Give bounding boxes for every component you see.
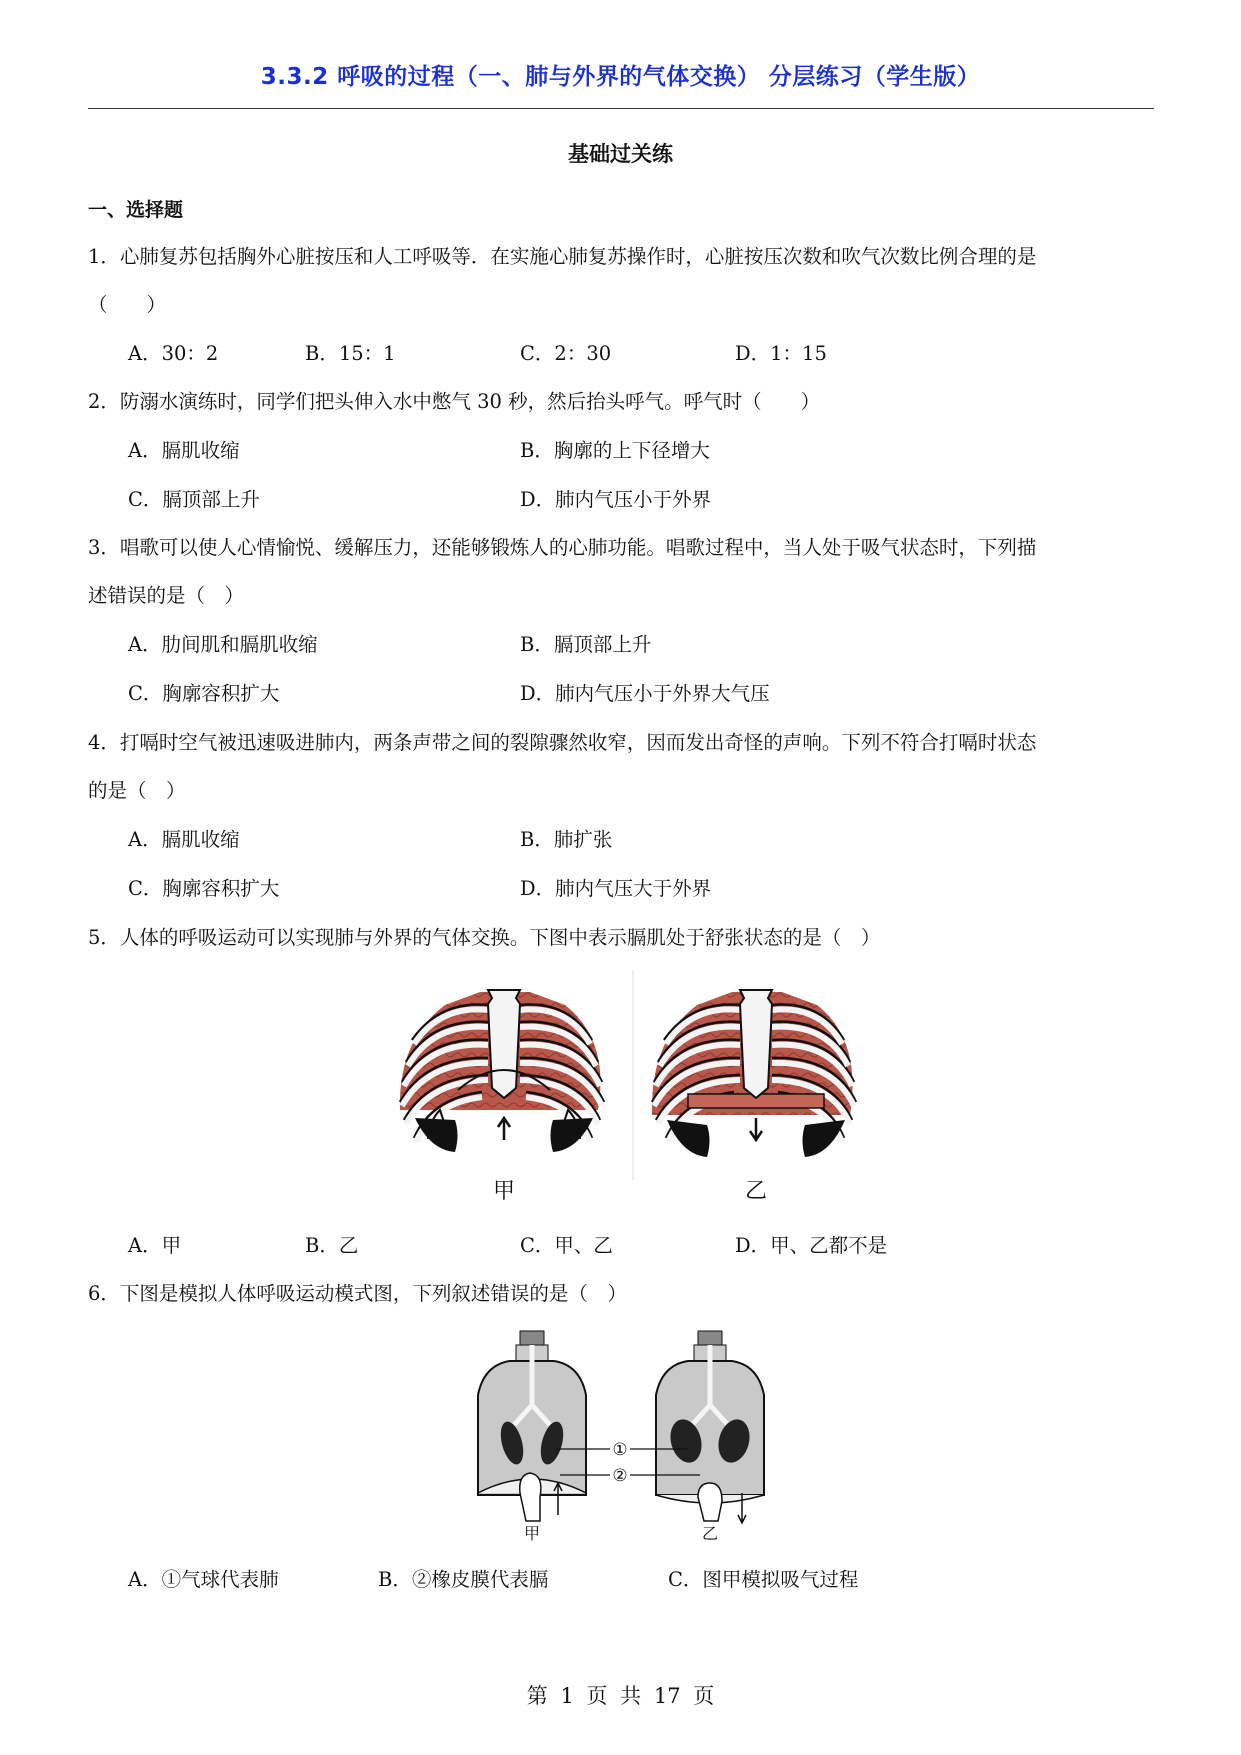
marker-2: ②: [612, 1466, 628, 1486]
rib-cage-figure: [370, 970, 880, 1215]
bell-jar-jia: [478, 1331, 586, 1521]
marker-1: ①: [612, 1440, 628, 1460]
question-6-option-a: A．①气球代表肺: [128, 1568, 279, 1591]
question-3-option-c: C．胸廓容积扩大: [128, 682, 280, 705]
figure-label-yi: 乙: [701, 1524, 719, 1543]
question-1-option-b: B．15：1: [305, 342, 396, 365]
bell-jar-yi: [656, 1331, 764, 1523]
header-divider: [88, 108, 1154, 109]
question-4-stem: 4．打嗝时空气被迅速吸进肺内，两条声带之间的裂隙骤然收窄，因而发出奇怪的声响。下列不符合打嗝时状态: [88, 731, 1037, 754]
rib-cage-yi: [652, 990, 856, 1157]
question-6-option-b: B．②橡皮膜代表膈: [378, 1568, 549, 1591]
question-1-option-d: D．1：15: [735, 342, 827, 365]
question-1-stem: 1．心肺复苏包括胸外心脏按压和人工呼吸等．在实施心肺复苏操作时，心脏按压次数和吹气次数比例合理的是: [88, 245, 1037, 268]
document-title: 3.3.2 呼吸的过程（一、肺与外界的气体交换） 分层练习（学生版）: [260, 64, 981, 90]
question-1-stem-continued: （ ）: [88, 293, 167, 316]
figure-label-yi: 乙: [744, 1179, 768, 1204]
question-1-option-a: A．30：2: [128, 342, 219, 365]
question-5-option-a: A．甲: [128, 1234, 182, 1257]
question-4-option-d: D．肺内气压大于外界: [520, 877, 712, 900]
figure-label-jia: 甲: [523, 1524, 541, 1543]
part-title: 一、选择题: [88, 199, 184, 221]
question-2-stem: 2．防溺水演练时，同学们把头伸入水中憋气 30 秒，然后抬头呼气。呼气时（ ）: [88, 390, 821, 413]
question-2-option-c: C．膈顶部上升: [128, 488, 260, 511]
question-4-stem-continued: 的是（ ）: [88, 779, 186, 802]
question-5-option-d: D．甲、乙都不是: [735, 1234, 888, 1257]
question-5-option-b: B．乙: [305, 1234, 359, 1257]
question-3-option-d: D．肺内气压小于外界大气压: [520, 682, 770, 705]
question-6-option-c: C．图甲模拟吸气过程: [668, 1568, 859, 1591]
question-4-option-c: C．胸廓容积扩大: [128, 877, 280, 900]
question-2-option-d: D．肺内气压小于外界: [520, 488, 712, 511]
rib-cage-jia: [400, 990, 604, 1152]
page-footer: 第 1 页 共 17 页: [526, 1684, 715, 1708]
figure-label-jia: 甲: [492, 1179, 516, 1204]
question-3-stem: 3．唱歌可以使人心情愉悦、缓解压力，还能够锻炼人的心肺功能。唱歌过程中，当人处于吸气状态时，下列描: [88, 536, 1037, 559]
question-4-option-b: B．肺扩张: [520, 828, 613, 851]
question-5-stem: 5．人体的呼吸运动可以实现肺与外界的气体交换。下图中表示膈肌处于舒张状态的是（ ）: [88, 926, 881, 949]
question-5-option-c: C．甲、乙: [520, 1234, 613, 1257]
bell-jar-model-figure: [460, 1325, 780, 1545]
question-2-option-a: A．膈肌收缩: [128, 439, 240, 462]
question-3-option-a: A．肋间肌和膈肌收缩: [128, 633, 318, 656]
question-3-stem-continued: 述错误的是（ ）: [88, 584, 245, 607]
section-title: 基础过关练: [568, 142, 673, 166]
question-2-option-b: B．胸廓的上下径增大: [520, 439, 710, 462]
question-3-option-b: B．膈顶部上升: [520, 633, 652, 656]
question-6-stem: 6．下图是模拟人体呼吸运动模式图，下列叙述错误的是（ ）: [88, 1282, 627, 1305]
question-4-option-a: A．膈肌收缩: [128, 828, 240, 851]
question-1-option-c: C．2：30: [520, 342, 612, 365]
